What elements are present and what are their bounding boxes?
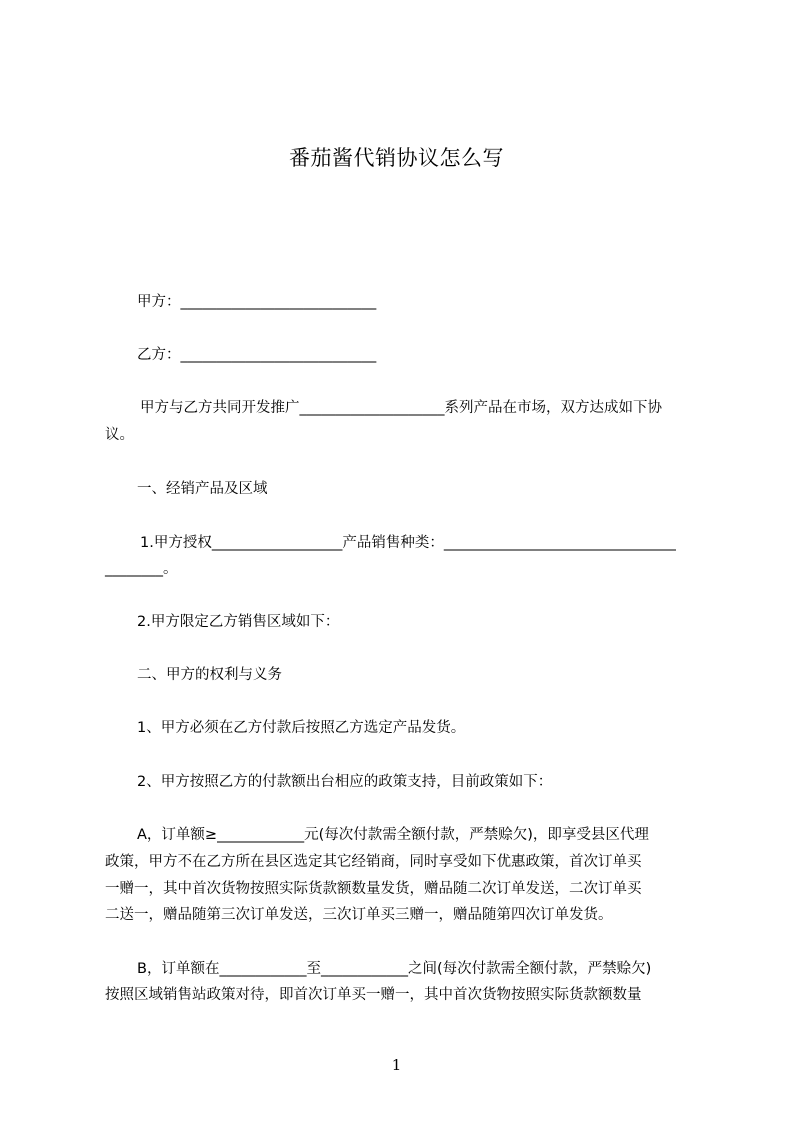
clause-a-line-4: 二送一，赠品随第三次订单发送，三次订单买三赠一，赠品随第四次订单发货。 <box>105 907 613 923</box>
clause-a-line-2: 政策，甲方不在乙方所在县区选定其它经销商，同时享受如下优惠政策，首次订单买 <box>105 854 642 870</box>
party-a-line: 甲方：___________________________ <box>137 294 377 310</box>
clause-b-line-2: 按照区域销售站政策对待，即首次订单买一赠一，其中首次货物按照实际货款额数量 <box>105 987 642 1003</box>
party-b-line: 乙方：___________________________ <box>137 347 377 363</box>
document-title: 番茄酱代销协议怎么写 <box>289 146 504 170</box>
clause-2-2: 2、甲方按照乙方的付款额出台相应的政策支持，目前政策如下： <box>137 774 553 790</box>
clause-a-line-1: A，订单额≥____________元(每次付款需全额付款，严禁赊欠)，即享受县区代理 <box>137 827 649 843</box>
clause-2-1: 1、甲方必须在乙方付款后按照乙方选定产品发货。 <box>137 720 466 736</box>
clause-a-line-3: 一赠一，其中首次货物按照实际货款额数量发货，赠品随二次订单发送，二次订单买 <box>105 881 642 897</box>
clause-b-line-1: B，订单额在____________至____________之间(每次付款需全额付款，严禁赊欠) <box>137 961 652 977</box>
clause-1-1-line-1: 1.甲方授权__________________产品销售种类：________________________________ <box>140 535 676 551</box>
clause-1-1-line-2: ________。 <box>105 561 178 577</box>
section-heading-2: 二、甲方的权利与义务 <box>137 667 282 683</box>
intro-line-2: 议。 <box>105 427 134 443</box>
clause-1-2: 2.甲方限定乙方销售区域如下： <box>137 614 340 630</box>
intro-line-1: 甲方与乙方共同开发推广____________________系列产品在市场，双方达成如下协 <box>140 400 662 416</box>
page-number: 1 <box>391 1056 402 1074</box>
section-heading-1: 一、经销产品及区域 <box>137 481 268 497</box>
